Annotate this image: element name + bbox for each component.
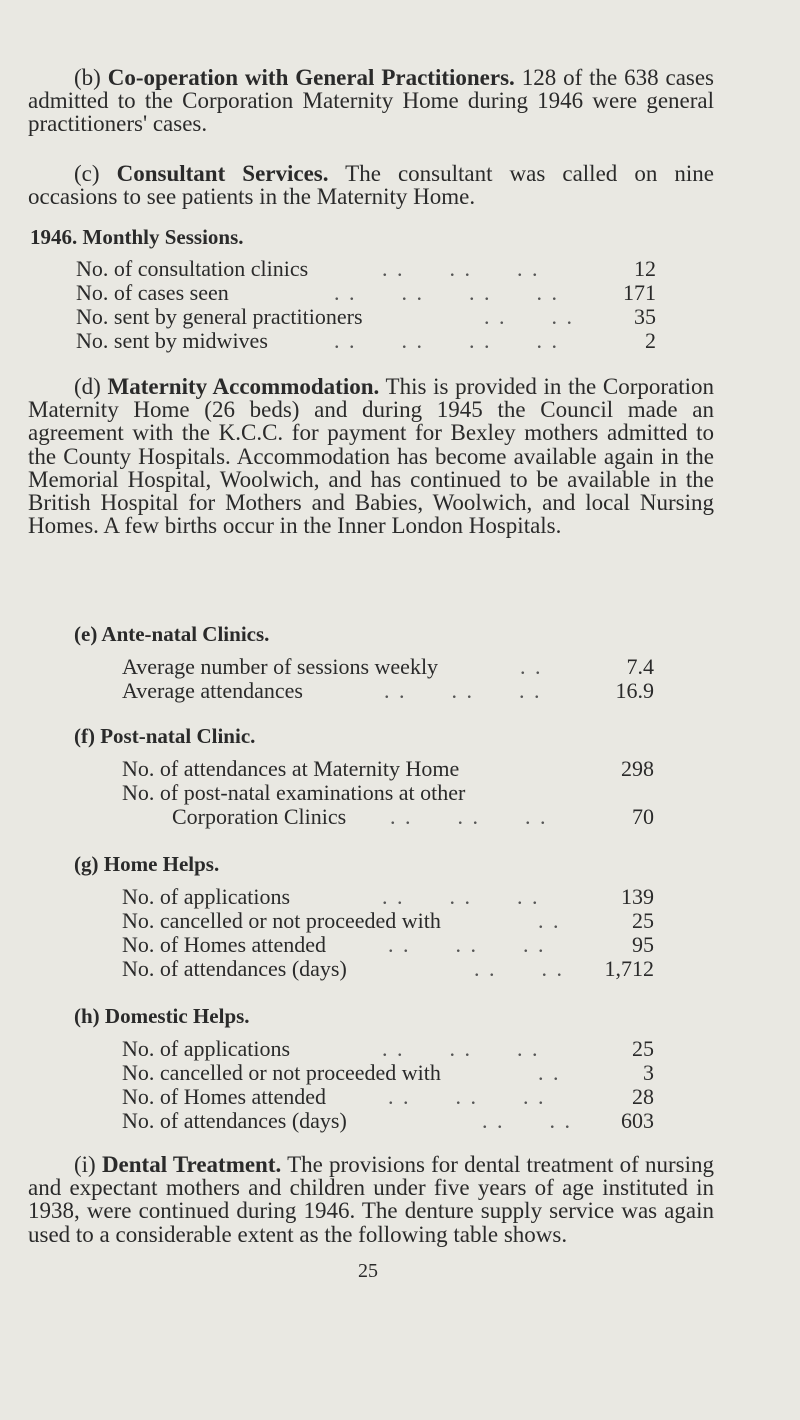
leader-dots: . . bbox=[538, 908, 561, 933]
leader-dots: . . . . bbox=[474, 956, 564, 981]
row-value: 95 bbox=[632, 932, 654, 957]
section-b-text: 128 of the 638 cases admitted to the Corporation Maternity Home during 1946 were general practitioners' cases. bbox=[28, 65, 715, 137]
row-value: 35 bbox=[634, 304, 656, 329]
leader-dots: . . . . . . bbox=[382, 1036, 540, 1061]
row-value: 28 bbox=[632, 1084, 654, 1109]
row-label: No. of consultation clinics bbox=[76, 256, 309, 281]
row-value: 12 bbox=[634, 256, 656, 281]
section-i-paragraph bbox=[28, 1153, 714, 1246]
section-b-paragraph bbox=[28, 66, 714, 136]
leader-dots: . . . . bbox=[482, 1108, 572, 1133]
leader-dots: . . . . . . bbox=[388, 1084, 546, 1109]
row-label: No. sent by general practitioners bbox=[76, 304, 363, 329]
row-value: 298 bbox=[621, 756, 654, 781]
row-label: No. of Homes attended bbox=[122, 932, 327, 957]
row-label: No. of applications bbox=[122, 1036, 291, 1061]
section-i-marker: (i) bbox=[74, 1152, 96, 1177]
section-d-marker: (d) bbox=[74, 374, 101, 399]
section-c-marker: (c) bbox=[74, 161, 100, 186]
row-label: No. of post-natal examinations at other bbox=[122, 780, 466, 805]
section-e-heading: (e) Ante-natal Clinics. bbox=[74, 622, 270, 646]
row-label: Average number of sessions weekly bbox=[122, 654, 439, 679]
section-i-text: The provisions for dental treatment of nursing and expectant mothers and children under five years of age instituted in 1938, were continued during 1946. The denture supply service was again used to a considerable extent as the following table shows. bbox=[28, 1152, 714, 1247]
row-label: Corporation Clinics bbox=[172, 804, 347, 829]
row-label: No. of attendances (days) bbox=[122, 956, 347, 981]
row-label: No. cancelled or not proceeded with bbox=[122, 908, 441, 933]
leader-dots: . . . . . . bbox=[382, 256, 540, 281]
section-h-heading: (h) Domestic Helps. bbox=[74, 1004, 250, 1028]
page-number: 25 bbox=[358, 1260, 378, 1282]
leader-dots: . . bbox=[520, 654, 543, 679]
row-value: 139 bbox=[621, 884, 654, 909]
leader-dots: . . . . bbox=[484, 304, 574, 329]
row-label: No. of attendances (days) bbox=[122, 1108, 347, 1133]
section-b-marker: (b) bbox=[74, 65, 101, 90]
section-i-heading: Dental Treatment. bbox=[101, 1152, 282, 1177]
row-value: 3 bbox=[643, 1060, 654, 1085]
row-value: 7.4 bbox=[626, 654, 654, 679]
section-c-paragraph bbox=[28, 162, 714, 208]
section-d-text: This is provided in the Corporation Maternity Home (26 beds) and during 1945 the Council made an agreement with the K.C.C. for payment for Bexley mothers admitted to the County Hospitals. Accommodation has become available again in the Memorial Hospital, Woolwich, and has continued to be available in the British Hospital for Mothers and Babies, Woolwich, and local Nursing Homes. A few births occur in the Inner London Hospitals. bbox=[28, 374, 714, 539]
row-label: No. of Homes attended bbox=[122, 1084, 327, 1109]
row-value: 2 bbox=[645, 328, 656, 353]
row-value: 603 bbox=[621, 1108, 654, 1133]
leader-dots: . . . . . . bbox=[388, 932, 546, 957]
row-value: 25 bbox=[632, 1036, 654, 1061]
row-value: 70 bbox=[632, 804, 654, 829]
section-c-heading: Consultant Services. bbox=[116, 161, 329, 186]
row-label: No. of attendances at Maternity Home bbox=[122, 756, 460, 781]
row-label: No. of applications bbox=[122, 884, 291, 909]
monthly-sessions-heading: 1946. Monthly Sessions. bbox=[30, 225, 244, 249]
section-d-heading: Maternity Accommodation. bbox=[107, 374, 380, 399]
row-value: 16.9 bbox=[615, 678, 654, 703]
leader-dots: . . . . . . bbox=[382, 884, 540, 909]
section-f-heading: (f) Post-natal Clinic. bbox=[74, 724, 256, 748]
row-label: No. sent by midwives bbox=[76, 328, 268, 353]
row-label: No. cancelled or not proceeded with bbox=[122, 1060, 441, 1085]
row-value: 171 bbox=[623, 280, 656, 305]
leader-dots: . . . . . . bbox=[384, 678, 542, 703]
section-b-heading: Co-operation with General Practitioners. bbox=[107, 65, 515, 90]
section-c-text: The consultant was called on nine occasions to see patients in the Maternity Home. bbox=[28, 161, 714, 210]
leader-dots: . . . . . . bbox=[390, 804, 548, 829]
row-value: 25 bbox=[632, 908, 654, 933]
leader-dots: . . . . . . . . bbox=[334, 280, 559, 305]
leader-dots: . . . . . . . . bbox=[334, 328, 559, 353]
section-d-paragraph bbox=[28, 375, 714, 537]
row-value: 1,712 bbox=[604, 956, 654, 981]
section-g-heading: (g) Home Helps. bbox=[74, 852, 220, 876]
row-label: No. of cases seen bbox=[76, 280, 229, 305]
row-label: Average attendances bbox=[122, 678, 303, 703]
leader-dots: . . bbox=[538, 1060, 561, 1085]
